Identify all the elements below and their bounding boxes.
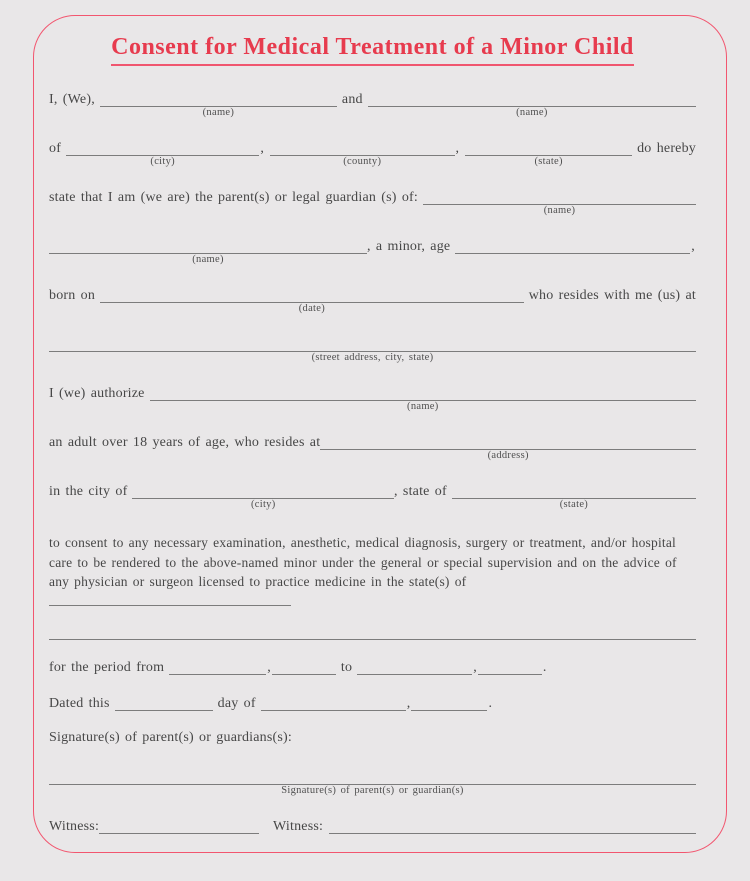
parent1-name-label: (name) bbox=[202, 107, 235, 118]
signature-line-label: Signature(s) of parent(s) or guardian(s) bbox=[281, 785, 464, 796]
authorized-adult-name-field[interactable] bbox=[150, 386, 696, 412]
line7-pre-text: I (we) authorize bbox=[49, 386, 145, 401]
parent1-name-field[interactable] bbox=[100, 92, 337, 118]
line1-and-text: and bbox=[341, 92, 363, 107]
adult-city-label: (city) bbox=[250, 499, 276, 510]
state-label: (state) bbox=[534, 156, 563, 167]
county-label: (county) bbox=[343, 156, 382, 167]
line2-comma1: , bbox=[260, 141, 265, 156]
adult-address-field[interactable] bbox=[320, 435, 696, 461]
row-parent-names bbox=[49, 92, 696, 118]
page-title: Consent for Medical Treatment of a Minor Child bbox=[111, 34, 634, 66]
row-adult-city-state bbox=[49, 484, 696, 510]
dated-end-period: . bbox=[488, 696, 493, 711]
dated-pre-text: Dated this bbox=[49, 696, 110, 711]
line5-pre-text: born on bbox=[49, 288, 96, 303]
city-label: (city) bbox=[150, 156, 175, 167]
witness1-field[interactable] bbox=[99, 819, 259, 834]
row-dated bbox=[49, 696, 696, 711]
period-to-month-field[interactable] bbox=[357, 660, 472, 675]
row-continuation-line bbox=[49, 625, 696, 640]
line2-pre-text: of bbox=[49, 141, 62, 156]
practice-state-field[interactable] bbox=[49, 592, 291, 606]
row-period bbox=[49, 660, 696, 675]
period-to-text: to bbox=[340, 660, 353, 675]
county-field[interactable] bbox=[270, 141, 454, 167]
row-adult-address bbox=[49, 435, 696, 461]
adult-state-field[interactable] bbox=[452, 484, 696, 510]
residence-address-field[interactable] bbox=[49, 337, 696, 363]
consent-form-sheet bbox=[33, 15, 727, 853]
authorized-adult-name-label: (name) bbox=[407, 401, 439, 412]
witness2-text: Witness: bbox=[273, 819, 324, 834]
row-witnesses bbox=[49, 819, 696, 834]
parent2-name-label: (name) bbox=[516, 107, 548, 118]
minor-name2-label: (name) bbox=[192, 254, 224, 265]
line4-end-comma: , bbox=[691, 239, 695, 254]
period-comma2: , bbox=[473, 660, 477, 675]
line2-comma2: , bbox=[455, 141, 460, 156]
minor-age-field[interactable] bbox=[455, 239, 690, 254]
dated-year-field[interactable] bbox=[411, 696, 487, 711]
minor-name-field[interactable] bbox=[423, 190, 696, 216]
dated-comma: , bbox=[406, 696, 411, 711]
row-signature-line bbox=[49, 770, 696, 796]
dated-mid-text: day of bbox=[217, 696, 256, 711]
adult-address-label: (address) bbox=[487, 450, 529, 461]
dated-month-field[interactable] bbox=[261, 696, 406, 711]
state-field[interactable] bbox=[465, 141, 632, 167]
line9-pre-text: in the city of bbox=[49, 484, 128, 499]
period-from-year-field[interactable] bbox=[272, 660, 336, 675]
row-location bbox=[49, 141, 696, 167]
period-pre-text: for the period from bbox=[49, 660, 165, 675]
line2-post-text: do hereby bbox=[637, 141, 696, 156]
witness1-text: Witness: bbox=[49, 819, 100, 834]
dated-day-field[interactable] bbox=[115, 696, 213, 711]
line4-mid-text: , a minor, age bbox=[367, 239, 451, 254]
line5-post-text: who resides with me (us) at bbox=[528, 288, 696, 303]
residence-address-label: (street address, city, state) bbox=[311, 352, 434, 363]
period-to-year-field[interactable] bbox=[478, 660, 542, 675]
row-authorize bbox=[49, 386, 696, 412]
minor-name-field-2[interactable] bbox=[49, 239, 367, 265]
row-signature-heading bbox=[49, 730, 696, 745]
adult-state-label: (state) bbox=[559, 499, 589, 510]
title-wrap bbox=[49, 34, 696, 66]
line3-pre-text: state that I am (we are) the parent(s) or legal guardian (s) of: bbox=[49, 190, 418, 205]
city-field[interactable] bbox=[66, 141, 259, 167]
row-residence-address bbox=[49, 337, 696, 363]
period-from-month-field[interactable] bbox=[169, 660, 266, 675]
row-birth-date bbox=[49, 288, 696, 314]
consent-paragraph bbox=[49, 533, 696, 611]
birth-date-label: (date) bbox=[298, 303, 326, 314]
parent2-name-field[interactable] bbox=[368, 92, 696, 118]
signature-line-field[interactable] bbox=[49, 770, 696, 796]
line9-mid-text: , state of bbox=[394, 484, 447, 499]
line8-pre-text: an adult over 18 years of age, who resides at bbox=[49, 435, 321, 450]
row-guardian-statement bbox=[49, 190, 696, 216]
consent-paragraph-text: to consent to any necessary examination, anesthetic, medical diagnosis, surgery or treatment, and/or hospital care to be rendered to the above-named minor under the general or special supervision and on the advice of any physician or surgeon licensed to practice medicine in the state(s) of bbox=[49, 535, 677, 589]
birth-date-field[interactable] bbox=[100, 288, 524, 314]
line1-pre-text: I, (We), bbox=[49, 92, 95, 107]
row-minor-age bbox=[49, 239, 696, 265]
continuation-line-field[interactable] bbox=[49, 625, 696, 640]
adult-city-field[interactable] bbox=[132, 484, 394, 510]
period-comma1: , bbox=[267, 660, 271, 675]
witness2-field[interactable] bbox=[329, 819, 696, 834]
minor-name-label: (name) bbox=[543, 205, 576, 216]
signature-heading-text: Signature(s) of parent(s) or guardians(s): bbox=[49, 730, 292, 745]
period-end-period: . bbox=[542, 660, 547, 675]
